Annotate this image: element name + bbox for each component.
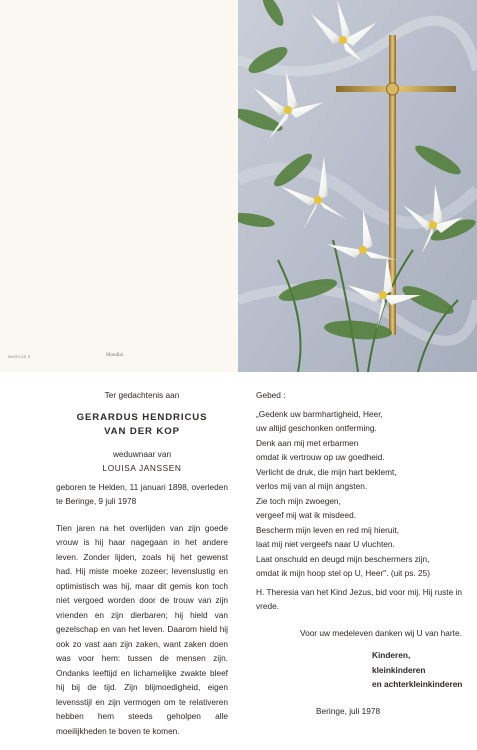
prayer-lines	[256, 407, 464, 581]
prayer-line: Laat onschuld en deugd mijn beschermers zijn,	[256, 553, 430, 564]
card-inside	[0, 372, 477, 750]
birth-death-dates: geboren te Helden, 11 januari 1898, overleden te Beringe, 9 juli 1978	[56, 481, 228, 506]
card-front-blank-panel	[0, 0, 238, 372]
closing-prayer: H. Theresia van het Kind Jezus, bid voor mij. Hij ruste in vrede.	[256, 586, 462, 611]
memorial-left-column	[56, 388, 228, 738]
lilies-and-cross-illustration	[238, 0, 477, 372]
prayer-line: Denk aan mij met erbarmen	[256, 437, 359, 448]
prayer-line: Bescherm mijn leven en red mij hieruit,	[256, 524, 399, 535]
memorial-right-column	[256, 388, 464, 718]
prayer-line: Verlicht de druk, die mijn hart beklemt,	[256, 466, 397, 477]
prayer-title: Gebed :	[256, 390, 286, 400]
signature-line2: en achterkleinkinderen	[372, 679, 463, 689]
place-date: Beringe, juli 1978	[316, 705, 381, 716]
thanks-text: Voor uw medeleven danken wij U van harte.	[300, 627, 462, 638]
prayer-line: omdat ik mijn hoop stel op U, Heer". (uit ps. 25)	[256, 568, 431, 578]
spouse-name: LOUISA JANSSEN	[102, 463, 182, 473]
intro-text: Ter gedachtenis aan	[104, 390, 180, 400]
prayer-line: omdat ik vertrouw op uw goedheid.	[256, 452, 385, 462]
signature-line1: Kinderen, kleinkinderen	[372, 650, 426, 675]
prayer-line: verlos mij van al mijn angsten.	[256, 481, 368, 491]
prayer-line: vergeef mij wat ik misdeed.	[256, 510, 357, 520]
lilies-and-cross-image	[238, 0, 477, 372]
deceased-name-line2: VAN DER KOP	[104, 425, 180, 437]
publisher-mark: Mondial	[106, 353, 123, 358]
print-code: MARCUS 3	[8, 354, 31, 359]
prayer-line: uw altijd geschonken ontferming.	[256, 423, 377, 433]
prayer-line: Zie toch mijn zwoegen,	[256, 495, 341, 506]
biography-text: Tien jaren na het overlijden van zijn goede vrouw is hij haar nagegaan in het andere leven. Zonder lijden, zoals hij het gewenst had. Hij miste moeke zozeer; levenslustig en optimistisch was hij, maar dit gemis kon toch niet vergoed worden door de trouw van zijn vrienden en zijn dierbaren; hij hield van gezelschap en van het leven. Daarom hield hij ook zo vast aan zijn zaken, want zaken doen was voor hem: tussen de mensen zijn. Ondanks leeftijd en lichamelijke zwakte bleef hij bij de tijd. Zijn blijmoedigheid, eigen levensstijl en zijn vermogen om te relativeren hebben hem steeds geholpen alle moeilijkheden te boven te komen.	[56, 522, 228, 736]
relation-text: weduwnaar van	[112, 448, 172, 459]
prayer-line: „Gedenk uw barmhartigheid, Heer,	[256, 408, 383, 419]
deceased-name-line1: GERARDUS HENDRICUS	[76, 411, 208, 423]
prayer-line: laat mij niet vergeefs naar U vluchten.	[256, 539, 395, 549]
